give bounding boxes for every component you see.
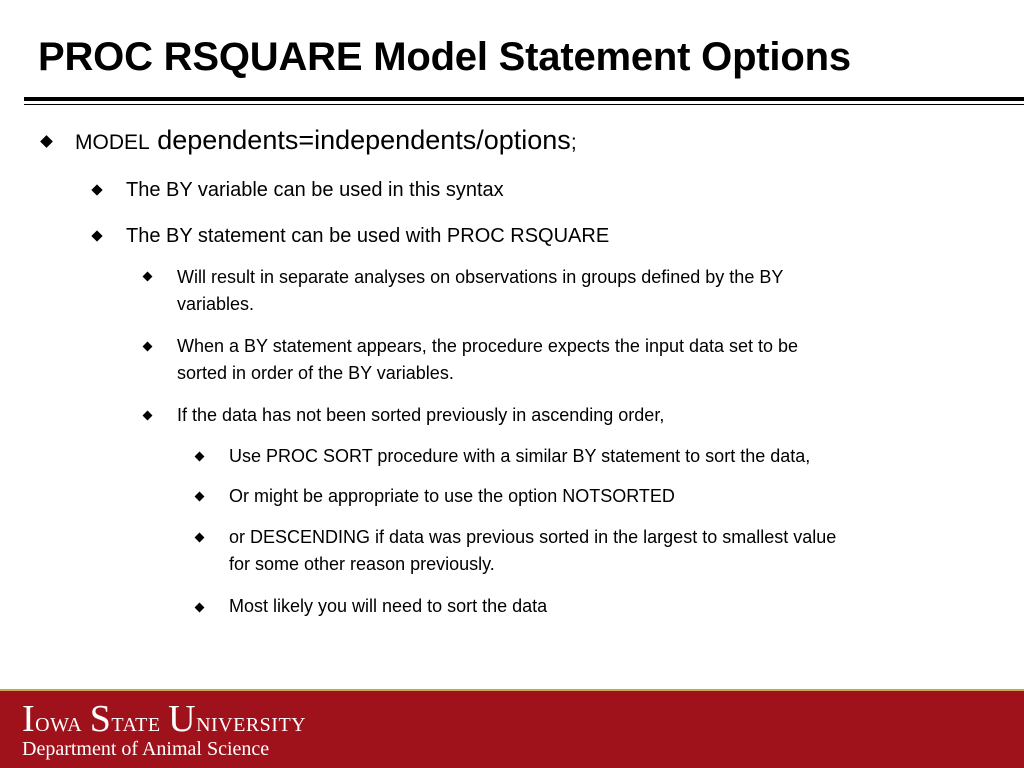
bullet-model-syntax <box>75 124 577 159</box>
bullet-most-likely: Most likely you will need to sort the data <box>229 596 548 616</box>
bullet-by-appears-line2: sorted in order of the BY variables. <box>177 363 454 383</box>
diamond-bullet-icon <box>195 603 205 613</box>
diamond-bullet-icon <box>143 411 153 421</box>
model-syntax: dependents=independents/options <box>157 125 571 155</box>
bullet-separate-analyses-line1: Will result in separate analyses on observations in groups defined by the BY <box>177 267 784 287</box>
diamond-bullet-icon <box>91 184 102 195</box>
bullet-notsorted: Or might be appropriate to use the option NOTSORTED <box>229 486 675 506</box>
diamond-bullet-icon <box>143 342 153 352</box>
bullet-descending-line2: for some other reason previously. <box>229 554 495 574</box>
slide-title: PROC RSQUARE Model Statement Options <box>38 35 851 79</box>
department-name: Department of Animal Science <box>22 738 270 760</box>
university-wordmark: Iowa State University <box>22 698 307 740</box>
bullet-proc-sort: Use PROC SORT procedure with a similar BY statement to sort the data, <box>229 446 811 466</box>
diamond-bullet-icon <box>40 135 53 148</box>
footer-accent-line <box>0 689 1024 691</box>
bullet-separate-analyses-line2: variables. <box>177 294 255 314</box>
diamond-bullet-icon <box>143 272 153 282</box>
diamond-bullet-icon <box>195 533 205 543</box>
bullet-descending-line1: or DESCENDING if data was previous sorted in the largest to smallest value <box>229 527 837 547</box>
title-divider-thin <box>24 104 1024 105</box>
bullet-by-statement: The BY statement can be used with PROC RSQUARE <box>126 225 610 247</box>
bullet-by-variable: The BY variable can be used in this syntax <box>126 179 504 201</box>
bullet-by-appears-line1: When a BY statement appears, the procedure expects the input data set to be <box>177 336 799 356</box>
model-semicolon: ; <box>570 131 577 154</box>
title-divider-thick <box>24 97 1024 101</box>
diamond-bullet-icon <box>91 230 102 241</box>
bullet-not-sorted: If the data has not been sorted previously in ascending order, <box>177 405 665 425</box>
footer-banner <box>0 689 1024 768</box>
diamond-bullet-icon <box>195 492 205 502</box>
diamond-bullet-icon <box>195 452 205 462</box>
model-keyword: MODEL <box>75 131 150 154</box>
